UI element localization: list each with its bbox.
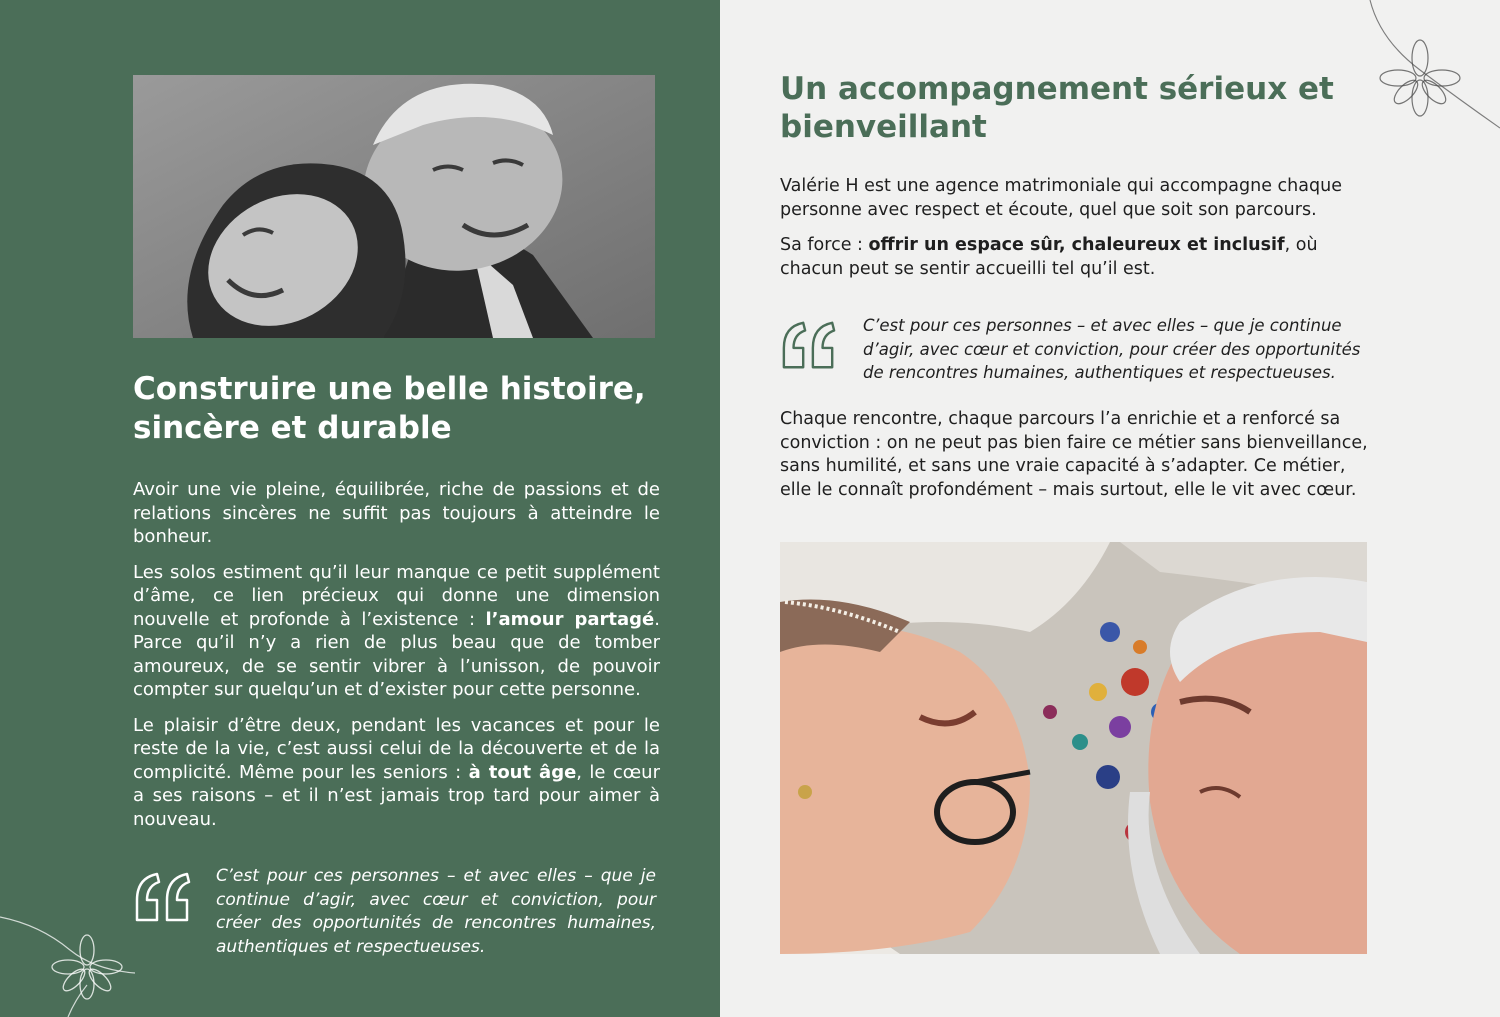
right-quote-text: C’est pour ces personnes – et avec elles – que je continue d’agir, avec cœur et conviction, pour créer des opportunités de rencontres humaines, authentiques et respectueuses. xyxy=(863,316,1361,382)
right-panel xyxy=(720,0,1500,1017)
right-body-text xyxy=(780,175,1368,293)
right-paragraph-1: Valérie H est une agence matrimoniale qui accompagne chaque personne avec respect et écoute, quel que soit son parcours. xyxy=(780,176,1342,220)
left-paragraph-1: Avoir une vie pleine, équilibrée, riche de passions et de relations sincères ne suffit pas toujours à atteindre le bonheur. xyxy=(133,479,660,547)
senior-couple-photo xyxy=(780,542,1367,954)
flower-decoration-icon xyxy=(1360,0,1500,130)
right-paragraph-2-start: Sa force : xyxy=(780,235,869,255)
left-paragraph-2 xyxy=(133,561,660,702)
right-paragraph-2 xyxy=(780,234,1368,281)
left-paragraph-3-end: , le cœur a ses raisons – et il n’est jamais trop tard pour aimer à nouveau. xyxy=(133,761,660,830)
right-paragraph-3: Chaque rencontre, chaque parcours l’a enrichie et a renforcé sa conviction : on ne peut pas bien faire ce métier sans bienveillance, sans humilité, et sans une vraie capacité à s’adapter. Ce métier, elle le connaît profondément – mais surtout, elle le vit avec cœur. xyxy=(780,409,1368,500)
left-paragraph-3-bold: à tout âge xyxy=(468,761,577,783)
senior-couple-photo-image xyxy=(780,542,1367,954)
right-heading: Un accompagnement sérieux et bienveillant xyxy=(780,71,1334,145)
left-paragraph-3 xyxy=(133,714,660,832)
left-heading: Construire une belle histoire, sincère et durable xyxy=(133,371,646,446)
right-paragraph-2-end: , où chacun peut se sentir accueilli tel qu’il est. xyxy=(780,235,1318,279)
flower-decoration-icon xyxy=(0,905,140,1017)
left-paragraph-3-start: Le plaisir d’être deux, pendant les vacances et pour le reste de la vie, c’est aussi celui de la découverte et de la complicité. Même pour les seniors : xyxy=(133,714,660,783)
left-body-text xyxy=(133,478,660,843)
left-paragraph-2-start: Les solos estiment qu’il leur manque ce petit supplément d’âme, ce lien précieux qui donne une dimension nouvelle et profonde à l’existence : xyxy=(133,561,660,630)
couple-photo-bw xyxy=(133,75,655,338)
quote-open-icon xyxy=(133,870,193,924)
left-paragraph-2-end: . Parce qu’il n’y a rien de plus beau que de tomber amoureux, de se sentir vibrer à l’unisson, de pouvoir compter sur quelqu’un et d’exister pour cette personne. xyxy=(133,608,660,700)
quote-open-icon xyxy=(780,318,838,372)
left-quote-text: C’est pour ces personnes – et avec elles – que je continue d’agir, avec cœur et conviction, pour créer des opportunités de rencontres humaines, authentiques et respectueuses. xyxy=(216,866,656,957)
right-paragraph-2-bold: offrir un espace sûr, chaleureux et inclusif xyxy=(868,235,1285,255)
left-panel xyxy=(0,0,720,1017)
couple-photo-bw-image xyxy=(133,75,655,338)
left-paragraph-2-bold: l’amour partagé xyxy=(485,608,655,630)
